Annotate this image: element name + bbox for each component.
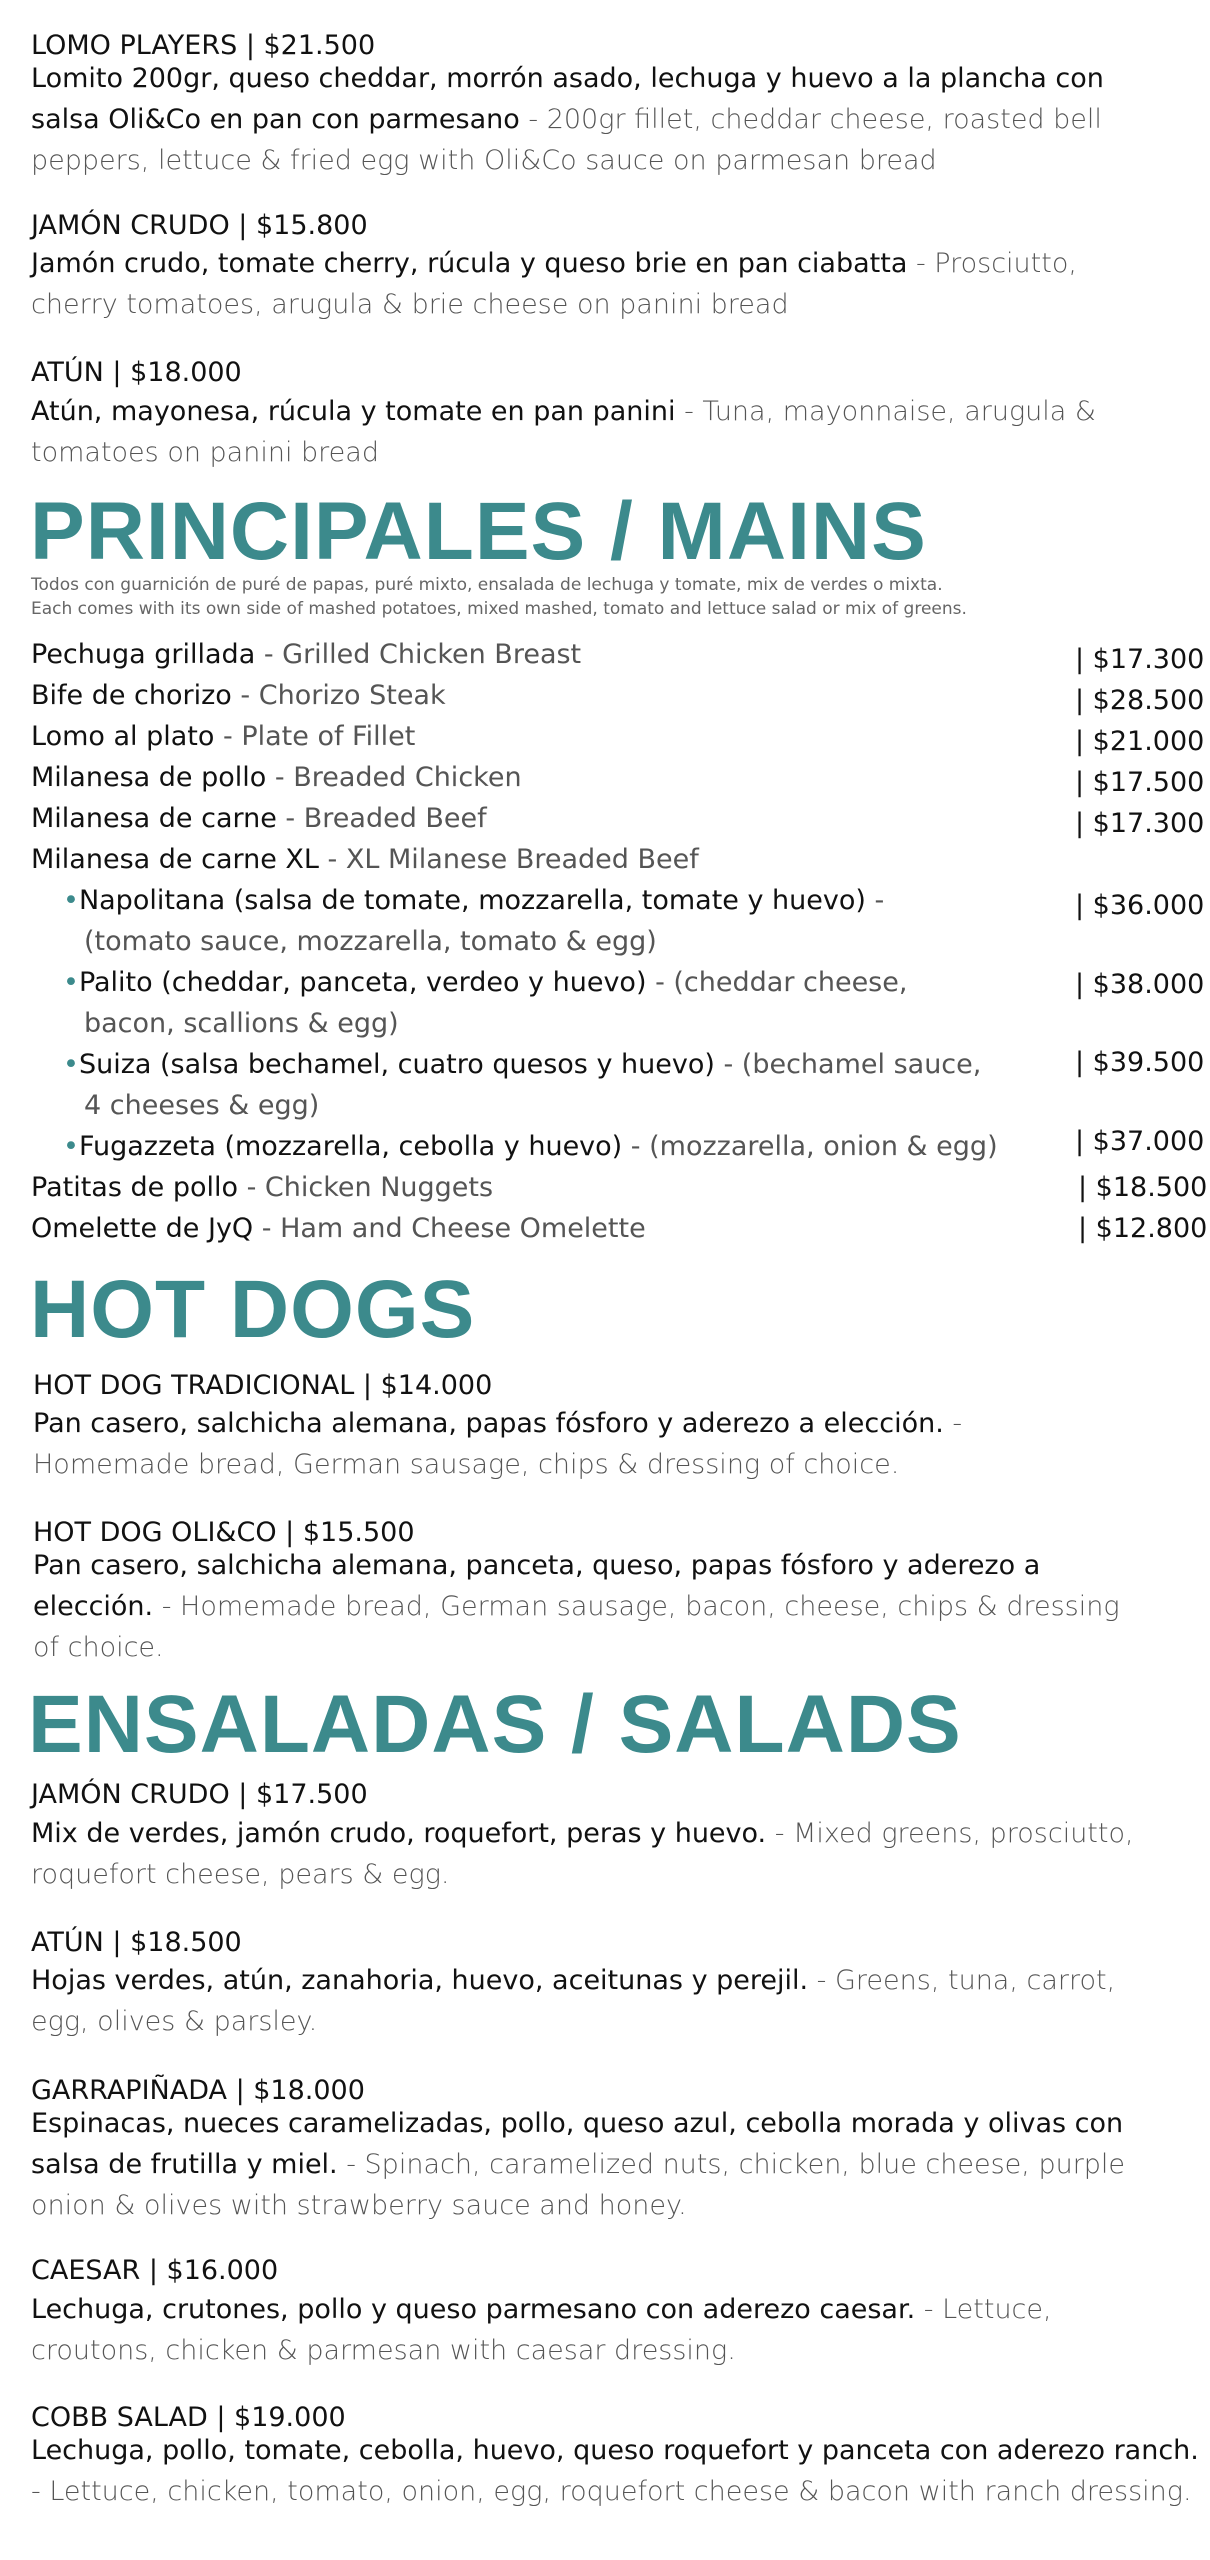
salads-heading: ENSALADAS / SALADS [28,1679,962,1770]
milanesa-option-price: | $37.000 [1075,1126,1205,1157]
atun-en: - Tuna, mayonnaise, arugula & tomatoes on panini bread [31,396,1096,468]
bullet-icon: • [63,1131,79,1162]
main-item-price: | $17.500 [1075,767,1205,798]
milanesa-option: •Suiza (salsa bechamel, cuatro quesos y huevo) - (bechamel sauce, [63,1049,982,1080]
hotdog-description: Pan casero, salchicha alemana, panceta, queso, papas fósforo y aderezo a elección. - Homemade bread, German sausage, bacon, cheese, chips & dressing of choice. [33,1550,1120,1663]
jamon-es: Jamón crudo, tomate cherry, rúcula y queso brie en pan ciabatta [31,248,908,279]
milanesa-option-en: bacon, scallions & egg) [84,1008,399,1039]
milanesa-option: •Palito (cheddar, panceta, verdeo y huevo) - (cheddar cheese, [63,967,908,998]
bullet-icon: • [63,967,79,998]
milanesa-option: •Napolitana (salsa de tomate, mozzarella, tomate y huevo) - [63,885,885,916]
salad-title: CAESAR | $16.000 [31,2255,279,2286]
main-item: Milanesa de carne - Breaded Beef [31,803,487,834]
main-item-price: | $21.000 [1075,726,1205,757]
hotdog-title: HOT DOG TRADICIONAL | $14.000 [33,1370,493,1401]
mains-note-es: Todos con guarnición de puré de papas, puré mixto, ensalada de lechuga y tomate, mix de verdes o mixta. [31,575,943,595]
milanesa-option-en: 4 cheeses & egg) [84,1090,320,1121]
salad-description: Mix de verdes, jamón crudo, roquefort, peras y huevo. - Mixed greens, prosciutto, roquefort cheese, pears & egg. [31,1818,1134,1890]
milanesa-option: •Fugazzeta (mozzarella, cebolla y huevo) - (mozzarella, onion & egg) [63,1131,998,1162]
atun-es: Atún, mayonesa, rúcula y tomate en pan panini [31,396,676,427]
milanesa-option-price: | $38.000 [1075,969,1205,1000]
main-item-price: | $28.500 [1075,685,1205,716]
lomo-description [31,58,1141,181]
main-item-price: | $12.800 [1078,1213,1208,1244]
mains-note-en: Each comes with its own side of mashed potatoes, mixed mashed, tomato and lettuce salad or mix of greens. [31,599,967,619]
main-item: Milanesa de pollo - Breaded Chicken [31,762,522,793]
main-item-price: | $17.300 [1075,644,1205,675]
atun-title: ATÚN | $18.000 [31,357,242,388]
jamon-title: JAMÓN CRUDO | $15.800 [31,210,368,241]
hotdog-title: HOT DOG OLI&CO | $15.500 [33,1517,415,1548]
main-item: Milanesa de carne XL - XL Milanese Breaded Beef [31,844,699,875]
salad-description: Espinacas, nueces caramelizadas, pollo, queso azul, cebolla morada y olivas con salsa de frutilla y miel. - Spinach, caramelized nuts, chicken, blue cheese, purple onion & olives with strawberry sauce and honey. [31,2108,1126,2221]
main-item: Lomo al plato - Plate of Fillet [31,721,416,752]
main-item: Patitas de pollo - Chicken Nuggets [31,1172,494,1203]
main-item-price: | $17.300 [1075,808,1205,839]
bullet-icon: • [63,885,79,916]
lomo-es: Lomito 200gr, queso cheddar, morrón asado, lechuga y huevo a la plancha con salsa Oli&Co en pan con parmesano [31,63,1104,135]
salad-description: Hojas verdes, atún, zanahoria, huevo, aceitunas y perejil. - Greens, tuna, carrot, egg, olives & parsley. [31,1965,1116,2037]
salad-description: Lechuga, pollo, tomate, cebolla, huevo, queso roquefort y panceta con aderezo ranch. - Lettuce, chicken, tomato, onion, egg, roquefort cheese & bacon with ranch dressing. [31,2435,1199,2507]
main-item: Pechuga grillada - Grilled Chicken Breast [31,639,582,670]
salad-description: Lechuga, crutones, pollo y queso parmesano con aderezo caesar. - Lettuce, croutons, chicken & parmesan with caesar dressing. [31,2294,1052,2366]
hotdogs-heading: HOT DOGS [30,1264,476,1355]
lomo-en: - 200gr fillet, cheddar cheese, roasted bell peppers, lettuce & fried egg with Oli&Co sauce on parmesan bread [31,104,1102,176]
salad-title: GARRAPIÑADA | $18.000 [31,2075,365,2106]
salad-title: ATÚN | $18.500 [31,1927,242,1958]
jamon-description [31,243,1141,325]
milanesa-option-price: | $36.000 [1075,890,1205,921]
milanesa-option-en: (tomato sauce, mozzarella, tomato & egg) [84,926,657,957]
main-item: Bife de chorizo - Chorizo Steak [31,680,446,711]
milanesa-option-price: | $39.500 [1075,1047,1205,1078]
jamon-en: - Prosciutto, cherry tomatoes, arugula & brie cheese on panini bread [31,248,1077,320]
hotdog-description: Pan casero, salchicha alemana, papas fósforo y aderezo a elección. - Homemade bread, German sausage, chips & dressing of choice. [33,1408,963,1480]
salad-title: JAMÓN CRUDO | $17.500 [31,1779,368,1810]
bullet-icon: • [63,1049,79,1080]
mains-heading: PRINCIPALES / MAINS [30,486,927,577]
main-item-price: | $18.500 [1078,1172,1208,1203]
main-item: Omelette de JyQ - Ham and Cheese Omelette [31,1213,646,1244]
salad-title: COBB SALAD | $19.000 [31,2402,346,2433]
lomo-title: LOMO PLAYERS | $21.500 [31,30,376,61]
atun-description [31,391,1141,473]
